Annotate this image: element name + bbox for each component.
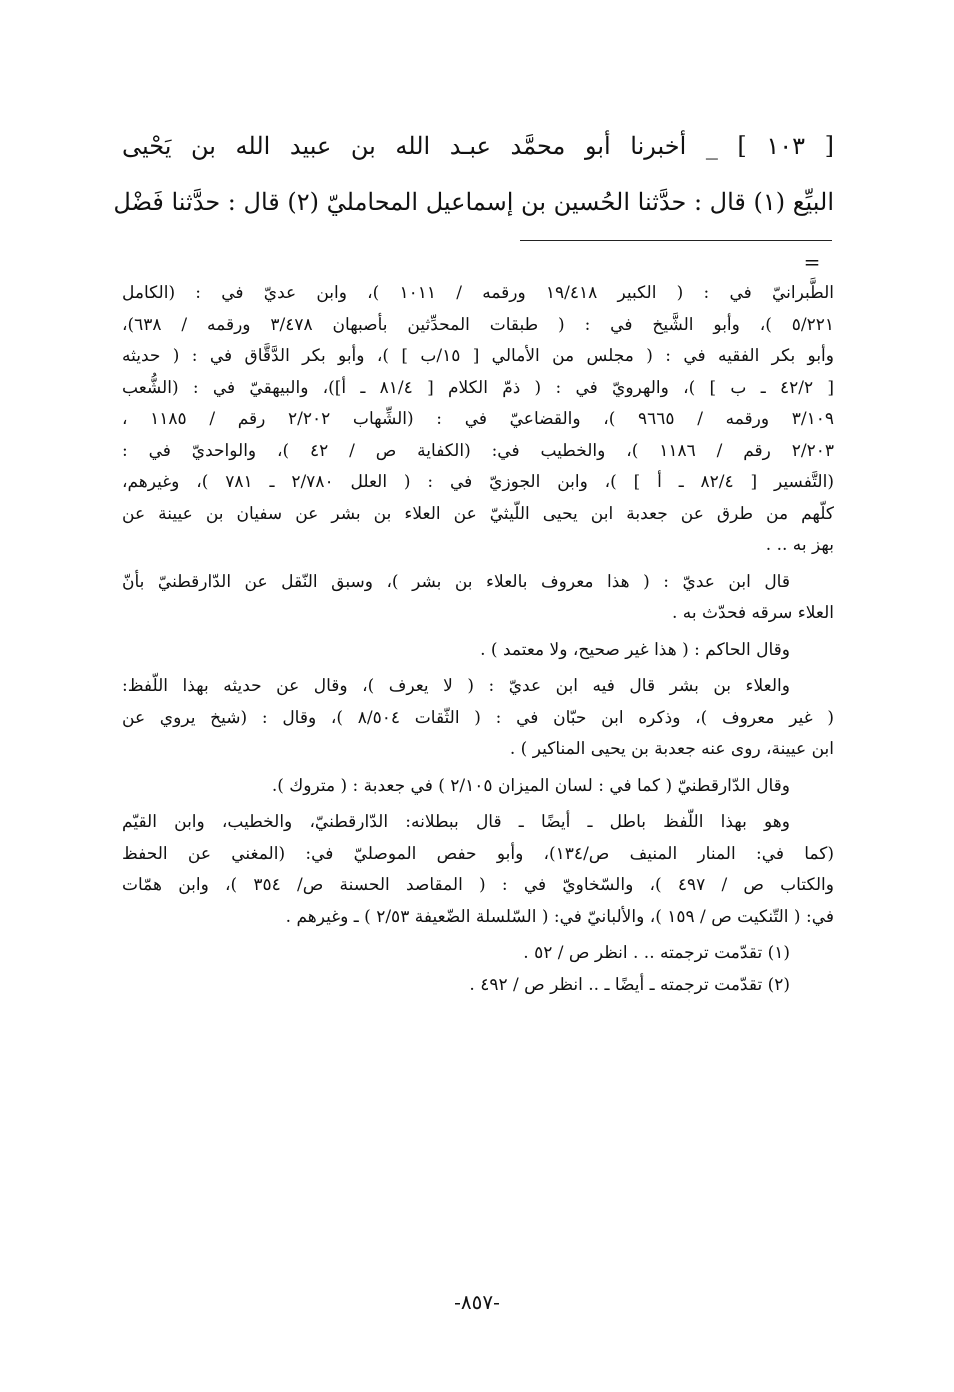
note-line: وقال الدّارقطنيّ ( كما في : لسان الميزان ٢/١٠٥ ) في جعدبة : ( متروك ). (271, 775, 790, 796)
note-line: وقال الحاكم : ( هذا غير صحيح، ولا معتمد ) . (480, 639, 790, 660)
note-line: بهز به .. . (765, 535, 834, 555)
note-line: ٢/٢٠٣ رقم / ١١٨٦ )، والخطيب في: (الكفاية ص / ٤٢ )، والواحديّ في : (122, 440, 834, 461)
note-line: قال ابن عديّ : ( هذا معروف بالعلاء بن بشر )، وسبق النّقل عن الدّارقطنيّ بأنّ (122, 571, 790, 592)
footnote-separator (520, 240, 832, 241)
note-line: ابن عيينة، روى عنه جعدبة بن يحيى المناكير ) . (509, 739, 834, 759)
main-text (113, 118, 835, 230)
note-line: ٣/١٠٩ ورقمه / ٩٦٦٥ )، والقضاعيّ في : (الشِّهاب ٢/٢٠٢ رقم / ١١٨٥ ، (122, 409, 834, 429)
note-line: (كما في: المنار المنيف ص/١٣٤)، وأبو حفص الموصليّ في: (المغني عن الحفظ (122, 843, 834, 864)
note-line: في: ( التّنكيت ص / ١٥٩ )، والألبانيّ في: ( السّلسلة الضّعيفة ٢/٥٣ ) ـ وغيرهم . (285, 906, 834, 927)
note-line: وهو بهذا اللّفظ باطل ـ أيضًا ـ قال ببطلانه: الدّارقطنيّ، والخطيب، وابن القيّم (122, 812, 790, 832)
main-text-line: البيِّع (١) قال : حدَّثنا الحُسين بن إسماعيل المحامليّ (٢) قال : حدَّثنا فَضْل (113, 188, 834, 216)
note-paragraph (122, 567, 834, 630)
footnote-1: (١) تقدّمت ترجمته .. . انظر ص / ٥٢ . (523, 943, 790, 963)
page-number: -٨٥٧- (454, 1290, 500, 1314)
note-line: [ ٤٢/٢ ـ ب ] )، والهرويّ في : ( ذمّ الكلام [ ٨١/٤ ـ أ])، والبيهقيّ في : (الشُّعب (122, 377, 834, 398)
note-line: والعلاء بن بشر قال فيه ابن عديّ : ( لا يعرف )، وقال عن حديثه بهذا اللّفظ: (122, 676, 790, 696)
note-line: الطَّبرانيّ في : ( الكبير ١٩/٤١٨ ورقمه / ١٠١١ )، وابن عديّ في : (الكامل (122, 283, 834, 303)
note-line: وأبو بكر الفقيه في : ( مجلس من الأمالي [ ١٥/ب ] )، وأبو بكر الدَّقَّاق في : ( حديثه (122, 346, 834, 366)
note-line: والكتاب ص / ٤٩٧ )، والسّخاويّ في : ( المقاصد الحسنة ص/ ٣٥٤ )، وابن همّات (122, 875, 834, 895)
note-line: كلّهم من طرق عن جعدبة ابن يحيى اللّيثيّ عن العلاء بن بشر عن سفيان بن عيينة عن (122, 503, 834, 524)
note-line: ٥/٢٢١ )، وأبو الشَّيخ في : ( طبقات المحدِّثين بأصبهان ٣/٤٧٨ ورقمه / ٦٣٨)، (122, 314, 835, 335)
note-line: (التَّفسير [ ٨٢/٤ ـ أ ] )، وابن الجوزيّ في : ( العلل ٢/٧٨٠ ـ ٧٨١ )، وغيرهم، (122, 472, 834, 492)
note-line: ( غير معروف )، وذكره ابن حبّان في : ( الثّقات ٨/٥٠٤ )، وقال : (شيخ يروي عن (122, 707, 835, 728)
note-paragraph (122, 771, 834, 803)
note-paragraph (122, 807, 834, 933)
footnotes-area (122, 278, 834, 1001)
note-paragraph (122, 635, 834, 667)
main-text-line: [ ١٠٣ ] _ أخبرنا أبو محمَّد عبـد الله بن عبيد الله بن يَحْيى (122, 132, 835, 160)
note-line: العلاء سرقه فحدّث به . (672, 603, 834, 623)
footnote-2: (٢) تقدّمت ترجمته ـ أيضًا ـ .. انظر ص / ٤٩٢ . (469, 974, 790, 995)
note-paragraph (122, 278, 834, 562)
note-paragraph (122, 671, 834, 766)
continuation-mark: = (803, 250, 821, 274)
